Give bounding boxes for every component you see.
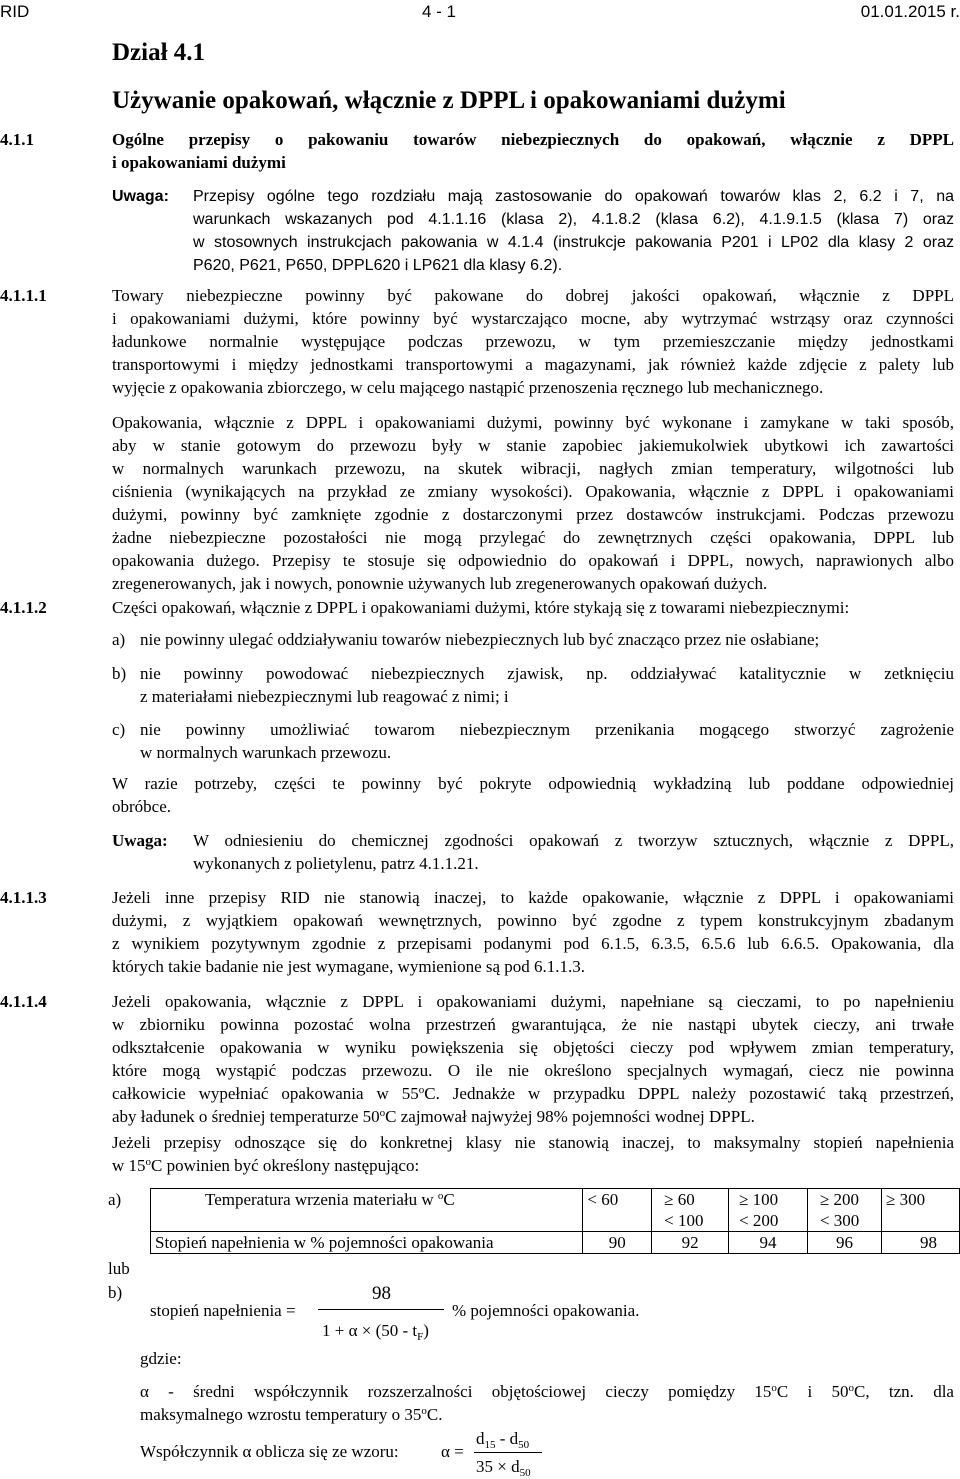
paragraph-4-1-1-2-intro: Części opakowań, włącznie z DPPL i opakowaniami dużymi, które stykają się z towarami niebezpiecznymi: bbox=[112, 598, 850, 617]
note-line: wykonanych z polietylenu, patrz 4.1.1.21. bbox=[193, 854, 479, 873]
table-row bbox=[151, 1232, 960, 1254]
text-line: zregenerowanych, jak i nowych, ponownie używanych lub zregenerowanych opakowań dużych. bbox=[112, 574, 768, 593]
coefficient-numerator bbox=[476, 1427, 529, 1450]
text-line bbox=[140, 1403, 954, 1426]
table-cell: 94 bbox=[729, 1232, 808, 1254]
text-line: ciśnienia (wynikających na przykład ze zmiany wysokości). Opakowania, włącznie z DPPL i opakowaniami bbox=[112, 482, 954, 501]
text-run: C zajmował najwyżej 98% pojemności wodnej DPPL. bbox=[385, 1107, 755, 1126]
header-date: 01.01.2015 r. bbox=[860, 2, 960, 21]
paragraph-number-4-1-1-1: 4.1.1.1 bbox=[0, 286, 47, 305]
section-title-line-1: Ogólne przepisy o pakowaniu towarów niebezpiecznych do opakowań, włącznie z DPPL bbox=[112, 130, 954, 149]
text-line: nie powinny umożliwiać towarom niebezpiecznym przenikania mogącego stworzyć zagrożenie bbox=[140, 720, 954, 739]
paragraph-4-1-1-1-b bbox=[112, 411, 954, 595]
paragraph-4-1-1-2-extra bbox=[112, 772, 954, 818]
list-item-text bbox=[140, 718, 954, 764]
text-line: z materiałami niebezpiecznymi lub reagować z nimi; i bbox=[140, 687, 509, 706]
text-run: 35 × d bbox=[476, 1457, 520, 1476]
text-line: które mogą wystąpić podczas przewozu. O ile nie określono specjalnych wymagań, ciecz nie powinna bbox=[112, 1061, 954, 1080]
subscript: F bbox=[417, 1331, 424, 1343]
text-run: C i 50 bbox=[776, 1382, 849, 1401]
fraction-line bbox=[474, 1452, 542, 1453]
note-line: W odniesieniu do chemicznej zgodności opakowań z tworzyw sztucznych, włącznie z DPPL, bbox=[193, 831, 954, 850]
text-run: C powinien być określony następująco: bbox=[151, 1156, 420, 1175]
formula-lhs: stopień napełnienia = bbox=[150, 1301, 296, 1320]
cell-line: ≥ 300 bbox=[885, 1190, 926, 1209]
cell-line: ≥ 200 bbox=[819, 1190, 860, 1209]
coefficient-denominator bbox=[476, 1455, 531, 1478]
chapter-title: Używanie opakowań, włącznie z DPPL i opakowaniami dużymi bbox=[112, 87, 786, 114]
filling-degree-table bbox=[150, 1188, 960, 1254]
note-line: Przepisy ogólne tego rozdziału mają zastosowanie do opakowań towarów klas 2, 6.2 i 7, na bbox=[193, 188, 954, 205]
text-run: C bbox=[443, 1190, 455, 1209]
text-line: nie powinny powodować niebezpiecznych zjawisk, np. oddziaływać katalitycznie w zetknięciu bbox=[140, 664, 954, 683]
option-label-lub: lub bbox=[108, 1259, 130, 1278]
note-line: P620, P621, P650, DPPL620 i LP621 dla klasy 6.2). bbox=[193, 257, 563, 274]
degree-sup: o bbox=[848, 1382, 855, 1394]
text-line: Opakowania, włącznie z DPPL i opakowaniami dużymi, powinny być wykonane i zamykane w taki sposób, bbox=[112, 413, 954, 432]
list-item-text: nie powinny ulegać oddziaływaniu towarów niebezpiecznych lub być znacząco przez nie osłabiane; bbox=[140, 630, 820, 649]
subscript: 15 bbox=[484, 1439, 496, 1451]
text-line: dużymi, powinny być zamknięte zgodnie z dostarczonymi przez dostawców instrukcjami. Podczas przewozu bbox=[112, 505, 954, 524]
header-left: RID bbox=[0, 2, 30, 21]
table-cell: 92 bbox=[652, 1232, 729, 1254]
text-run: ) bbox=[423, 1321, 429, 1340]
paragraph-4-1-1-4 bbox=[112, 990, 954, 1128]
text-line bbox=[112, 1105, 954, 1128]
cell-line: < 200 bbox=[739, 1211, 779, 1230]
section-title-line-2: i opakowaniami dużymi bbox=[112, 153, 286, 172]
table-cell bbox=[583, 1189, 652, 1232]
table-cell: 90 bbox=[583, 1232, 652, 1254]
table-cell bbox=[652, 1189, 729, 1232]
where-label: gdzie: bbox=[140, 1349, 182, 1368]
text-run: α - średni współczynnik rozszerzalności objętościowej cieczy pomiędzy 15 bbox=[140, 1382, 772, 1401]
table-row-label: Stopień napełnienia w % pojemności opakowania bbox=[151, 1232, 583, 1254]
text-run: Temperatura wrzenia materiału w bbox=[205, 1190, 438, 1209]
text-line: opakowania dużego. Przepisy te stosuje się odpowiednio do opakowań i DPPL, nowych, naprawionych albo bbox=[112, 551, 954, 570]
table-cell: 96 bbox=[807, 1232, 881, 1254]
list-item-label: b) bbox=[112, 664, 127, 683]
text-run: - d bbox=[495, 1429, 519, 1448]
list-item-label: c) bbox=[112, 720, 126, 739]
text-line: dużymi, z wyjątkiem opakowań wewnętrznych, powinno być zgodne z typem konstrukcyjnym zbadanym bbox=[112, 911, 954, 930]
text-line: ładunkowe normalnie występujące podczas przewozu, w tym przemieszczanie między jednostkami bbox=[112, 332, 954, 351]
text-run: C. Jednakże w przypadku DPPL należy pozostawić taką przestrzeń, bbox=[424, 1084, 954, 1103]
table-row bbox=[151, 1189, 960, 1232]
paragraph-number-4-1-1-2: 4.1.1.2 bbox=[0, 598, 47, 617]
text-line: z wynikiem pozytywnym zgodnie z przepisami podanymi pod 6.1.5, 6.3.5, 6.5.6 lub 6.6.5. Opakowania, dla bbox=[112, 934, 954, 953]
degree-sup: o bbox=[437, 1190, 444, 1202]
text-line: w normalnych warunkach przewozu, na skutek wibracji, nagłych zmian temperatury, wilgotności lub bbox=[112, 459, 954, 478]
option-label-b: b) bbox=[108, 1283, 123, 1302]
paragraph-4-1-1-3 bbox=[112, 886, 954, 978]
note-label: Uwaga: bbox=[112, 831, 168, 850]
text-line: aby w stanie gotowym do przewozu były w stanie zapobiec jakiemukolwiek ubytkowi ich zawartości bbox=[112, 436, 954, 455]
text-run: C. bbox=[426, 1405, 443, 1424]
degree-sup: o bbox=[379, 1107, 386, 1119]
text-line bbox=[140, 1380, 954, 1403]
text-line: Jeżeli przepisy odnoszące się do konkretnej klasy nie stanowią inaczej, to maksymalny stopień napełnienia bbox=[112, 1133, 954, 1152]
section-number-4-1-1: 4.1.1 bbox=[0, 130, 34, 149]
cell-line: < 60 bbox=[587, 1190, 619, 1209]
text-line: obróbce. bbox=[112, 797, 172, 816]
formula-rhs: % pojemności opakowania. bbox=[452, 1301, 640, 1320]
formula-numerator: 98 bbox=[372, 1283, 391, 1304]
text-line: W razie potrzeby, części te powinny być pokryte odpowiednią wykładziną lub poddane odpowiedniej bbox=[112, 774, 954, 793]
note-label: Uwaga: bbox=[112, 188, 169, 205]
text-line bbox=[112, 1082, 954, 1105]
note-line: warunkach wskazanych pod 4.1.1.16 (klasa 2), 4.1.8.2 (klasa 6.2), 4.1.9.1.5 (klasa 7) oraz bbox=[193, 211, 954, 228]
text-line: Jeżeli inne przepisy RID nie stanowią inaczej, to każde opakowanie, włącznie z DPPL i opakowaniami bbox=[112, 888, 954, 907]
degree-sup: o bbox=[771, 1382, 777, 1394]
text-line: których takie badanie nie jest wymagane, wymienione są pod 6.1.1.3. bbox=[112, 957, 586, 976]
table-row-label bbox=[151, 1189, 583, 1232]
fraction-line bbox=[318, 1309, 444, 1310]
note-4-1-1 bbox=[193, 185, 954, 277]
text-run: C, tzn. dla bbox=[854, 1382, 954, 1401]
table-cell: 98 bbox=[881, 1232, 959, 1254]
paragraph-number-4-1-1-3: 4.1.1.3 bbox=[0, 888, 47, 907]
table-cell bbox=[881, 1189, 959, 1232]
note-4-1-1-2 bbox=[193, 829, 954, 875]
chapter-number: Dział 4.1 bbox=[112, 39, 206, 66]
text-run: 1 + α × (50 - t bbox=[322, 1321, 418, 1340]
text-run: całkowicie wypełniać opakowania w 55 bbox=[112, 1084, 419, 1103]
option-label-a: a) bbox=[108, 1190, 122, 1209]
paragraph-number-4-1-1-4: 4.1.1.4 bbox=[0, 992, 47, 1011]
text-line: żadne niebezpieczne pozostałości nie mogą przylegać do zewnętrznych części opakowania, DPPL lub bbox=[112, 528, 954, 547]
paragraph-4-1-1-1-a bbox=[112, 284, 954, 399]
text-line: w zbiorniku powinna pozostać wolna przestrzeń gwarantująca, że nie nastąpi ubytek cieczy, ani trwałe bbox=[112, 1015, 954, 1034]
text-line: Towary niebezpieczne powinny być pakowane do dobrej jakości opakowań, włącznie z DPPL bbox=[112, 286, 954, 305]
text-run: maksymalnego wzrostu temperatury o 35 bbox=[140, 1405, 422, 1424]
text-line: Jeżeli opakowania, włącznie z DPPL i opakowaniami dużymi, napełniane są cieczami, to po napełnieniu bbox=[112, 992, 954, 1011]
cell-line: ≥ 100 bbox=[739, 1190, 779, 1209]
list-item-text bbox=[140, 662, 954, 708]
degree-sup: o bbox=[421, 1405, 427, 1417]
text-line: wyjęcie z opakowania zbiorczego, w celu mającego nastąpić przenoszenia ręcznego lub mechanicznego. bbox=[112, 378, 824, 397]
cell-line: < 100 bbox=[664, 1211, 704, 1230]
note-line: w stosownych instrukcjach pakowania w 4.1.4 (instrukcje pakowania P201 i LP02 dla klasy 2 oraz bbox=[193, 234, 954, 251]
subscript: 50 bbox=[518, 1439, 530, 1451]
coefficient-label: Współczynnik α oblicza się ze wzoru: bbox=[140, 1442, 399, 1461]
degree-sup: o bbox=[145, 1156, 152, 1168]
text-line: w normalnych warunkach przewozu. bbox=[140, 743, 392, 762]
text-run: d bbox=[476, 1429, 485, 1448]
degree-sup: o bbox=[418, 1084, 425, 1096]
text-line: transportowymi i między jednostkami transportowymi a magazynami, jak również każde zdjęcie z palety lub bbox=[112, 355, 954, 374]
subscript: 50 bbox=[519, 1467, 531, 1479]
alpha-definition bbox=[140, 1380, 954, 1426]
table-cell bbox=[807, 1189, 881, 1232]
coefficient-lhs: α = bbox=[441, 1442, 464, 1461]
text-line bbox=[112, 1154, 954, 1177]
table-cell bbox=[729, 1189, 808, 1232]
paragraph-4-1-1-4-b bbox=[112, 1131, 954, 1177]
list-item-label: a) bbox=[112, 630, 126, 649]
header-page-number: 4 - 1 bbox=[422, 2, 457, 21]
text-run: aby ładunek o średniej temperaturze 50 bbox=[112, 1107, 380, 1126]
cell-line: < 300 bbox=[819, 1211, 860, 1230]
text-run: w 15 bbox=[112, 1156, 146, 1175]
formula-denominator bbox=[322, 1319, 429, 1342]
text-line: odkształcenie opakowania w wyniku powiększenia się objętości cieczy pod wpływem zmian temperatury, bbox=[112, 1038, 954, 1057]
text-line: i opakowaniami dużymi, które powinny być wystarczająco mocne, aby wytrzymać wstrząsy oraz czynności bbox=[112, 309, 954, 328]
cell-line: ≥ 60 bbox=[664, 1190, 695, 1209]
